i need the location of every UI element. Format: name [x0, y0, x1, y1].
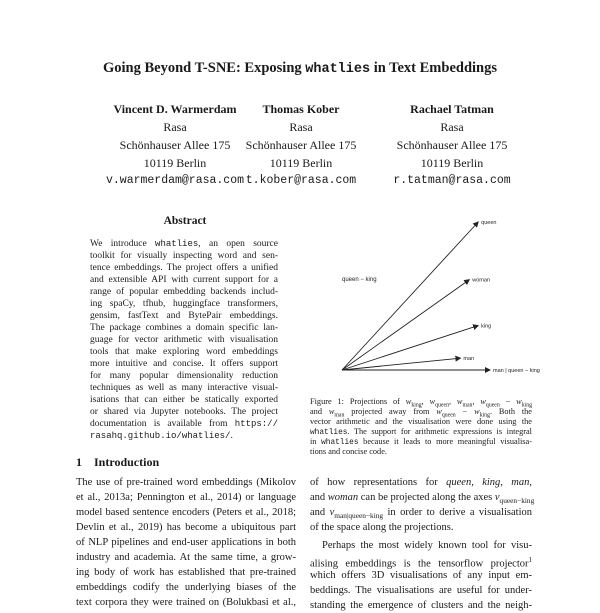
caption-line	[310, 427, 532, 437]
author-street: Schönhauser Allee 175	[396, 138, 508, 152]
intro-line: text corpora they were trained on (Bolukbasi et al.,	[76, 597, 296, 608]
math-sub: king	[479, 412, 490, 419]
math-sub: queen	[441, 412, 456, 419]
abstract-line: guage for vector arithmetic with visualisation	[90, 335, 278, 345]
caption-text: because it leads to more meaningful visualisa-	[358, 437, 532, 446]
abstract-text: .	[230, 431, 233, 441]
math-var: w	[474, 407, 480, 416]
author-name: Thomas Kober	[262, 102, 340, 116]
intro-line: model based sentence encoders (Peters et al., 2018;	[76, 507, 296, 518]
intro-line: Devlin et al., 2019) has become a ubiquitous part	[76, 522, 296, 533]
abstract-line: and extensible API with current support for a	[90, 275, 278, 285]
abstract-line: range of popular embedding backends includ-	[90, 287, 278, 297]
section-number: 1	[76, 455, 82, 469]
body-line	[310, 475, 532, 490]
title-code-name: whatlies	[305, 62, 371, 77]
section-title: Introduction	[94, 455, 160, 469]
abstract-line: toolkit for visually inspecting word and sen-	[90, 251, 278, 261]
body-text: ,	[529, 477, 532, 488]
body-text: ,	[471, 477, 483, 488]
author-street: Schönhauser Allee 175	[119, 138, 231, 152]
vector-label-4: man | queen − king	[493, 368, 540, 374]
caption-text: in	[310, 437, 322, 446]
body-italic: king	[482, 477, 501, 488]
body-line	[310, 553, 532, 568]
title-text-start: Going Beyond T-SNE: Exposing	[102, 60, 306, 76]
math-op: −	[499, 397, 517, 406]
caption-text: and	[310, 407, 322, 416]
body-italic: woman	[327, 492, 359, 503]
math-sub: man	[334, 412, 345, 419]
abstract-line: The package combines a domain specific lan-	[90, 323, 278, 333]
intro-line: et al., 2013a; Pennington et al., 2014) or language	[76, 492, 296, 503]
caption-text: . Both the	[489, 407, 532, 416]
body-line	[310, 505, 532, 520]
caption-line: tions and concise code.	[310, 447, 387, 456]
body-line: of the space along the projections.	[310, 522, 454, 533]
body-text: can be projected along the axes	[358, 492, 495, 503]
abstract-line: more intuitive and concise. It offers support	[90, 359, 278, 369]
caption-label: Figure 1:	[310, 397, 344, 406]
math-var: w	[429, 397, 436, 406]
math-sub: queen−king	[499, 496, 535, 506]
vectors-layer	[342, 220, 540, 374]
body-text: and	[310, 507, 330, 518]
abstract-line: tools that make exploring word embeddings	[90, 347, 278, 357]
body-text: and	[310, 492, 328, 503]
abstract-line: ing spaCy, tfhub, huggingface transformers,	[90, 299, 278, 309]
caption-line: Figure 1: Projections of $w_{king}$, $w_{queen}$, $w_{man}$, $w_{queen} - w_{king}$	[310, 397, 533, 409]
caption-text: Projections of	[349, 397, 406, 406]
author-affiliation: Rasa	[163, 120, 187, 134]
math-var: v	[329, 507, 335, 518]
math-sub: man	[462, 402, 473, 409]
math-var: w	[480, 397, 486, 406]
abstract-text: , an open source	[198, 239, 278, 249]
math-sub: man|queen−king	[334, 511, 384, 521]
body-text: in order to derive a visualisation	[383, 507, 532, 518]
footnote-marker: 1	[528, 556, 532, 564]
author-city: 10119 Berlin	[420, 156, 484, 170]
documentation-link[interactable]: rasahq.github.io/whatlies/	[90, 431, 231, 441]
section-heading	[76, 455, 159, 470]
math-var: w	[405, 397, 412, 406]
author-affiliation: Rasa	[289, 120, 313, 134]
intro-line: of NLP pipelines and end-user applications in both	[76, 537, 296, 548]
abstract-line: gensim, fastText and BytePair embeddings.	[90, 311, 278, 321]
math-sub: king	[411, 402, 422, 409]
abstract-line: or shared via Jupyter notebooks. The project	[90, 407, 278, 417]
math-sub: king	[521, 402, 533, 409]
caption-code: whatlies	[321, 439, 359, 447]
caption-text: . The support for arithmetic expressions is integral	[347, 427, 532, 436]
intro-line: ing body of work has established that pre-trained	[76, 567, 296, 578]
math-var: v	[494, 492, 500, 503]
abstract-line	[90, 418, 278, 430]
body-italic: man	[511, 477, 530, 488]
abstract-heading: Abstract	[163, 215, 207, 227]
abstract-line: techniques as well as many interactive visual-	[90, 383, 278, 393]
vector-label-0: queen	[481, 220, 497, 226]
body-line: which offers 3D visualisations of any input em-	[310, 570, 532, 581]
body-line: standing the emergence of clusters and the neigh-	[310, 600, 532, 611]
intro-line: The use of pre-trained word embeddings (Mikolov	[76, 477, 296, 488]
math-var: w	[516, 397, 522, 406]
caption-text: projected away from	[344, 407, 437, 416]
math-var: w	[436, 407, 442, 416]
title-text-end: in Text Embeddings	[370, 60, 498, 76]
author-email: v.warmerdam@rasa.com	[105, 174, 245, 187]
author-email: t.kober@rasa.com	[245, 174, 357, 187]
math-sub: queen	[485, 402, 500, 409]
abstract-text: documentation is available from	[90, 419, 235, 429]
caption-line	[310, 407, 532, 417]
caption-line	[310, 437, 532, 447]
abstract-text: We introduce	[90, 239, 156, 249]
body-text: of how representations for	[310, 477, 447, 488]
abstract-line: tence embeddings. The project offers a unified	[90, 263, 278, 273]
y-axis-label: queen − king	[342, 277, 377, 283]
intro-line: industry and academia. At the same time, a grow-	[76, 552, 296, 563]
abstract-code: whatlies	[155, 239, 199, 249]
author-city: 10119 Berlin	[269, 156, 333, 170]
math-var: w	[328, 407, 335, 416]
vector-label-2: king	[481, 323, 492, 330]
math-op: −	[455, 407, 475, 416]
body-line	[310, 490, 535, 506]
caption-code: whatlies	[310, 429, 348, 437]
math-sub: queen	[435, 402, 449, 409]
author-affiliation: Rasa	[440, 120, 464, 134]
body-text: alising embeddings is the tensorflow projector	[310, 558, 529, 570]
author-block-3	[352, 100, 552, 190]
author-name: Vincent D. Warmerdam	[113, 102, 237, 116]
abstract-line	[90, 430, 278, 442]
author-name: Rachael Tatman	[410, 102, 494, 116]
vector-label-3: man	[463, 356, 475, 363]
abstract-line: isations that can either be statically exported	[90, 395, 278, 405]
author-street: Schönhauser Allee 175	[245, 138, 357, 152]
body-line: Perhaps the most widely known tool for visu-	[322, 540, 532, 551]
abstract-line	[90, 238, 278, 250]
body-italic: queen	[446, 477, 472, 488]
vector-arrow-1	[342, 280, 469, 370]
paper-title	[0, 60, 600, 77]
body-line: beddings. The visualisations are useful for under-	[310, 585, 532, 596]
math-var: w	[456, 397, 463, 406]
author-city: 10119 Berlin	[143, 156, 207, 170]
body-text: ,	[500, 477, 512, 488]
vector-label-1: woman	[472, 277, 491, 284]
author-email: r.tatman@rasa.com	[393, 174, 511, 187]
intro-line: embeddings codify the underlying biases of the	[76, 582, 296, 593]
vector-projection-plot	[330, 210, 540, 380]
caption-line: vector arithmetic and the visualisation were done using the	[310, 417, 532, 426]
documentation-link[interactable]: https://	[234, 419, 278, 429]
abstract-line: for many popular dimensionality reduction	[90, 371, 278, 381]
